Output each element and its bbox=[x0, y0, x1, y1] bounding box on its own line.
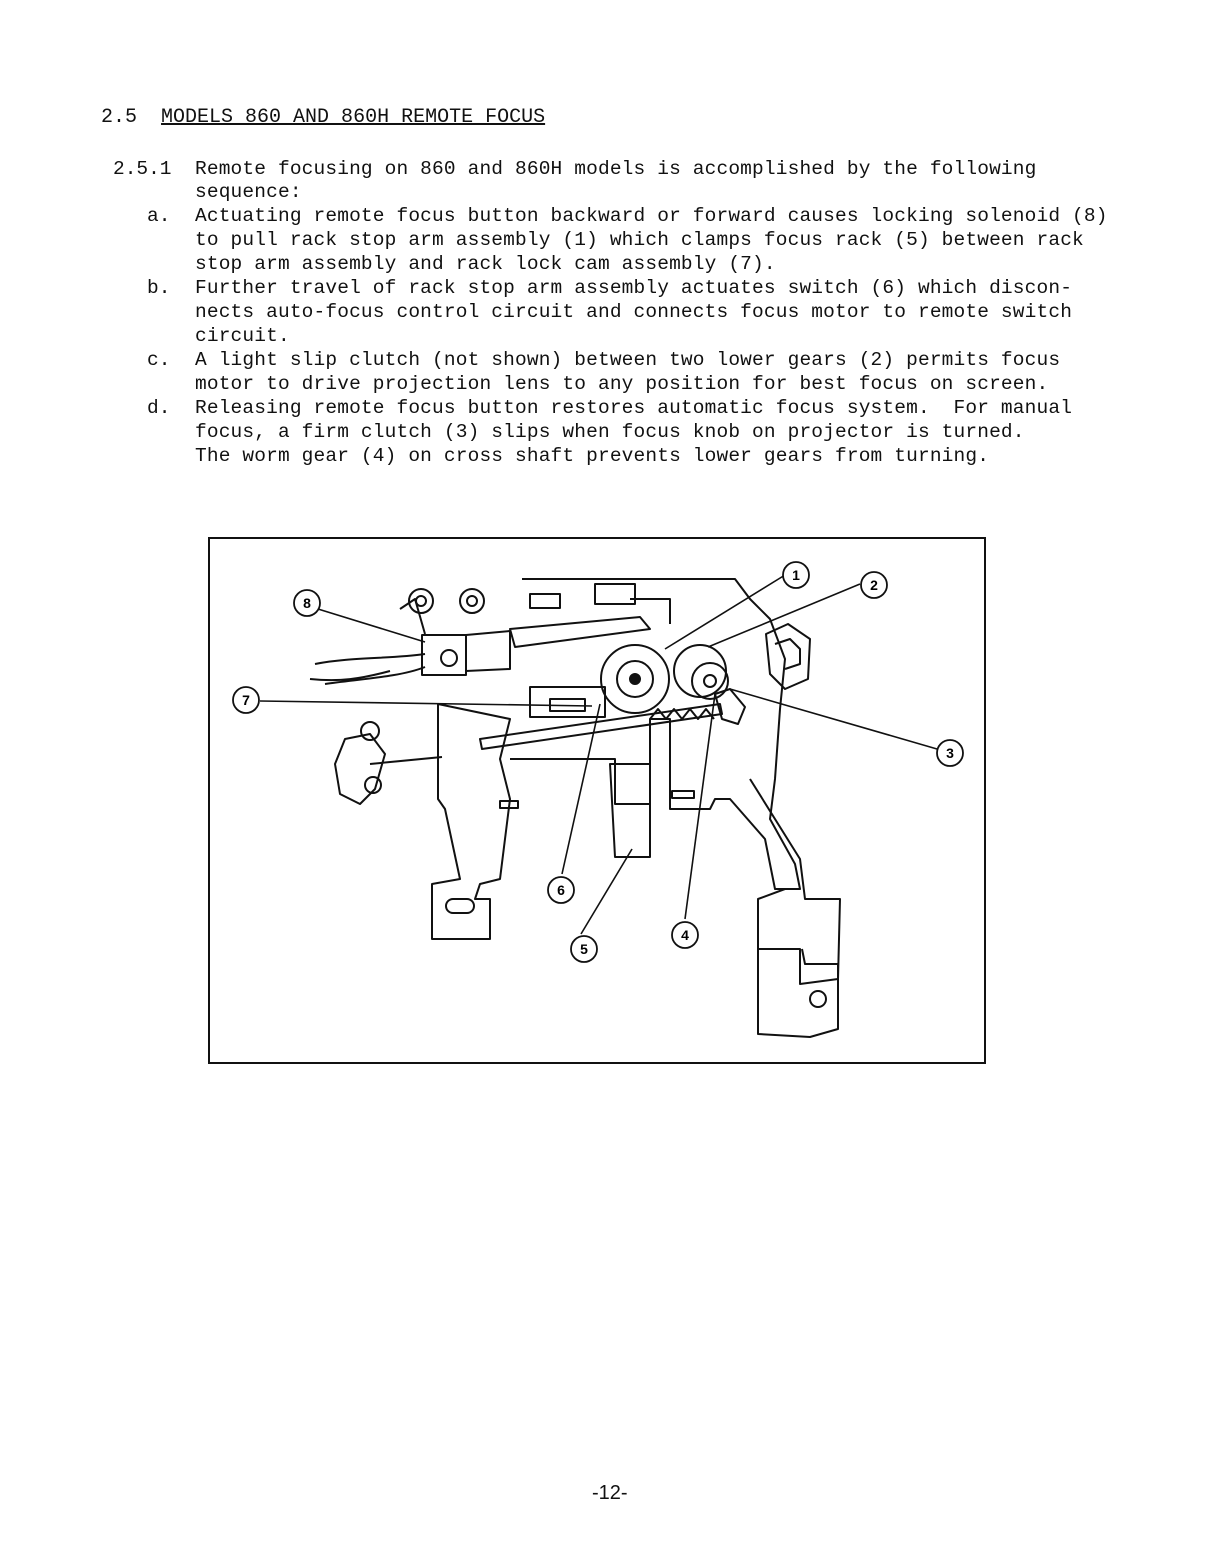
callout-6 bbox=[548, 877, 574, 903]
text-line: focus, a firm clutch (3) slips when focus knob on projector is turned. bbox=[195, 421, 1025, 443]
leader-3 bbox=[730, 689, 937, 749]
leader-5 bbox=[581, 849, 632, 934]
leader-7 bbox=[260, 701, 592, 706]
text-line: Actuating remote focus button backward or forward causes locking solenoid (8) bbox=[195, 205, 1108, 227]
callout-8 bbox=[294, 590, 320, 616]
page-number: -12- bbox=[592, 1482, 628, 1504]
item-marker-c: c. bbox=[147, 349, 171, 371]
cross-shaft bbox=[370, 757, 442, 764]
text-line: Further travel of rack stop arm assembly actuates switch (6) which discon- bbox=[195, 277, 1073, 299]
section-heading bbox=[101, 106, 545, 129]
clutch-knob bbox=[715, 689, 745, 724]
text-line: to pull rack stop arm assembly (1) which clamps focus rack (5) between rack bbox=[195, 229, 1084, 251]
callout-2 bbox=[861, 572, 887, 598]
solenoid-block bbox=[422, 635, 466, 675]
text-line: circuit. bbox=[195, 325, 290, 347]
text-line: stop arm assembly and rack lock cam assembly (7). bbox=[195, 253, 776, 275]
right-upright bbox=[766, 624, 810, 689]
item-marker-a: a. bbox=[147, 205, 171, 227]
callout-7-label: 7 bbox=[242, 692, 250, 708]
left-worm bbox=[361, 722, 379, 740]
callout-4-label: 4 bbox=[681, 927, 689, 943]
right-foot-hole bbox=[810, 991, 826, 1007]
mechanism-figure bbox=[208, 537, 986, 1064]
section-number: 2.5 bbox=[101, 106, 138, 129]
solenoid-wires bbox=[310, 654, 425, 684]
callout-3-label: 3 bbox=[946, 745, 954, 761]
left-foot-slot bbox=[446, 899, 474, 913]
callout-5 bbox=[571, 936, 597, 962]
right-leg bbox=[750, 779, 840, 984]
callout-5-label: 5 bbox=[580, 941, 588, 957]
lower-gear bbox=[674, 645, 726, 697]
callout-7 bbox=[233, 687, 259, 713]
item-marker-d: d. bbox=[147, 397, 171, 419]
leader-8 bbox=[318, 609, 425, 642]
subsection-number: 2.5.1 bbox=[113, 158, 172, 180]
text-line: motor to drive projection lens to any position for best focus on screen. bbox=[195, 373, 1049, 395]
cross-shaft-bar bbox=[480, 704, 722, 749]
text-line: Remote focusing on 860 and 860H models is accomplished by the following bbox=[195, 158, 1037, 180]
solenoid-screw-2 bbox=[460, 589, 484, 613]
leader-6 bbox=[562, 704, 600, 874]
text-line: nects auto-focus control circuit and connects focus motor to remote switch bbox=[195, 301, 1073, 323]
callout-1-label: 1 bbox=[792, 567, 800, 583]
callout-4 bbox=[672, 922, 698, 948]
rack-stop-arm bbox=[510, 617, 650, 647]
frame-plate bbox=[432, 704, 510, 939]
callout-3 bbox=[937, 740, 963, 766]
text-line: Releasing remote focus button restores automatic focus system. For manual bbox=[195, 397, 1073, 419]
right-foot bbox=[758, 899, 838, 1037]
leader-2 bbox=[708, 584, 860, 647]
text-line: A light slip clutch (not shown) between two lower gears (2) permits focus bbox=[195, 349, 1061, 371]
left-knob bbox=[335, 734, 385, 804]
text-line: The worm gear (4) on cross shaft prevents lower gears from turning. bbox=[195, 445, 990, 467]
callout-8-label: 8 bbox=[303, 595, 311, 611]
mechanism-drawing bbox=[210, 539, 983, 1061]
text-line: sequence: bbox=[195, 181, 302, 203]
callout-6-label: 6 bbox=[557, 882, 565, 898]
callout-2-label: 2 bbox=[870, 577, 878, 593]
section-title: MODELS 860 AND 860H REMOTE FOCUS bbox=[161, 106, 546, 129]
rack-lock-cam bbox=[530, 687, 605, 717]
callout-1 bbox=[783, 562, 809, 588]
item-marker-b: b. bbox=[147, 277, 171, 299]
